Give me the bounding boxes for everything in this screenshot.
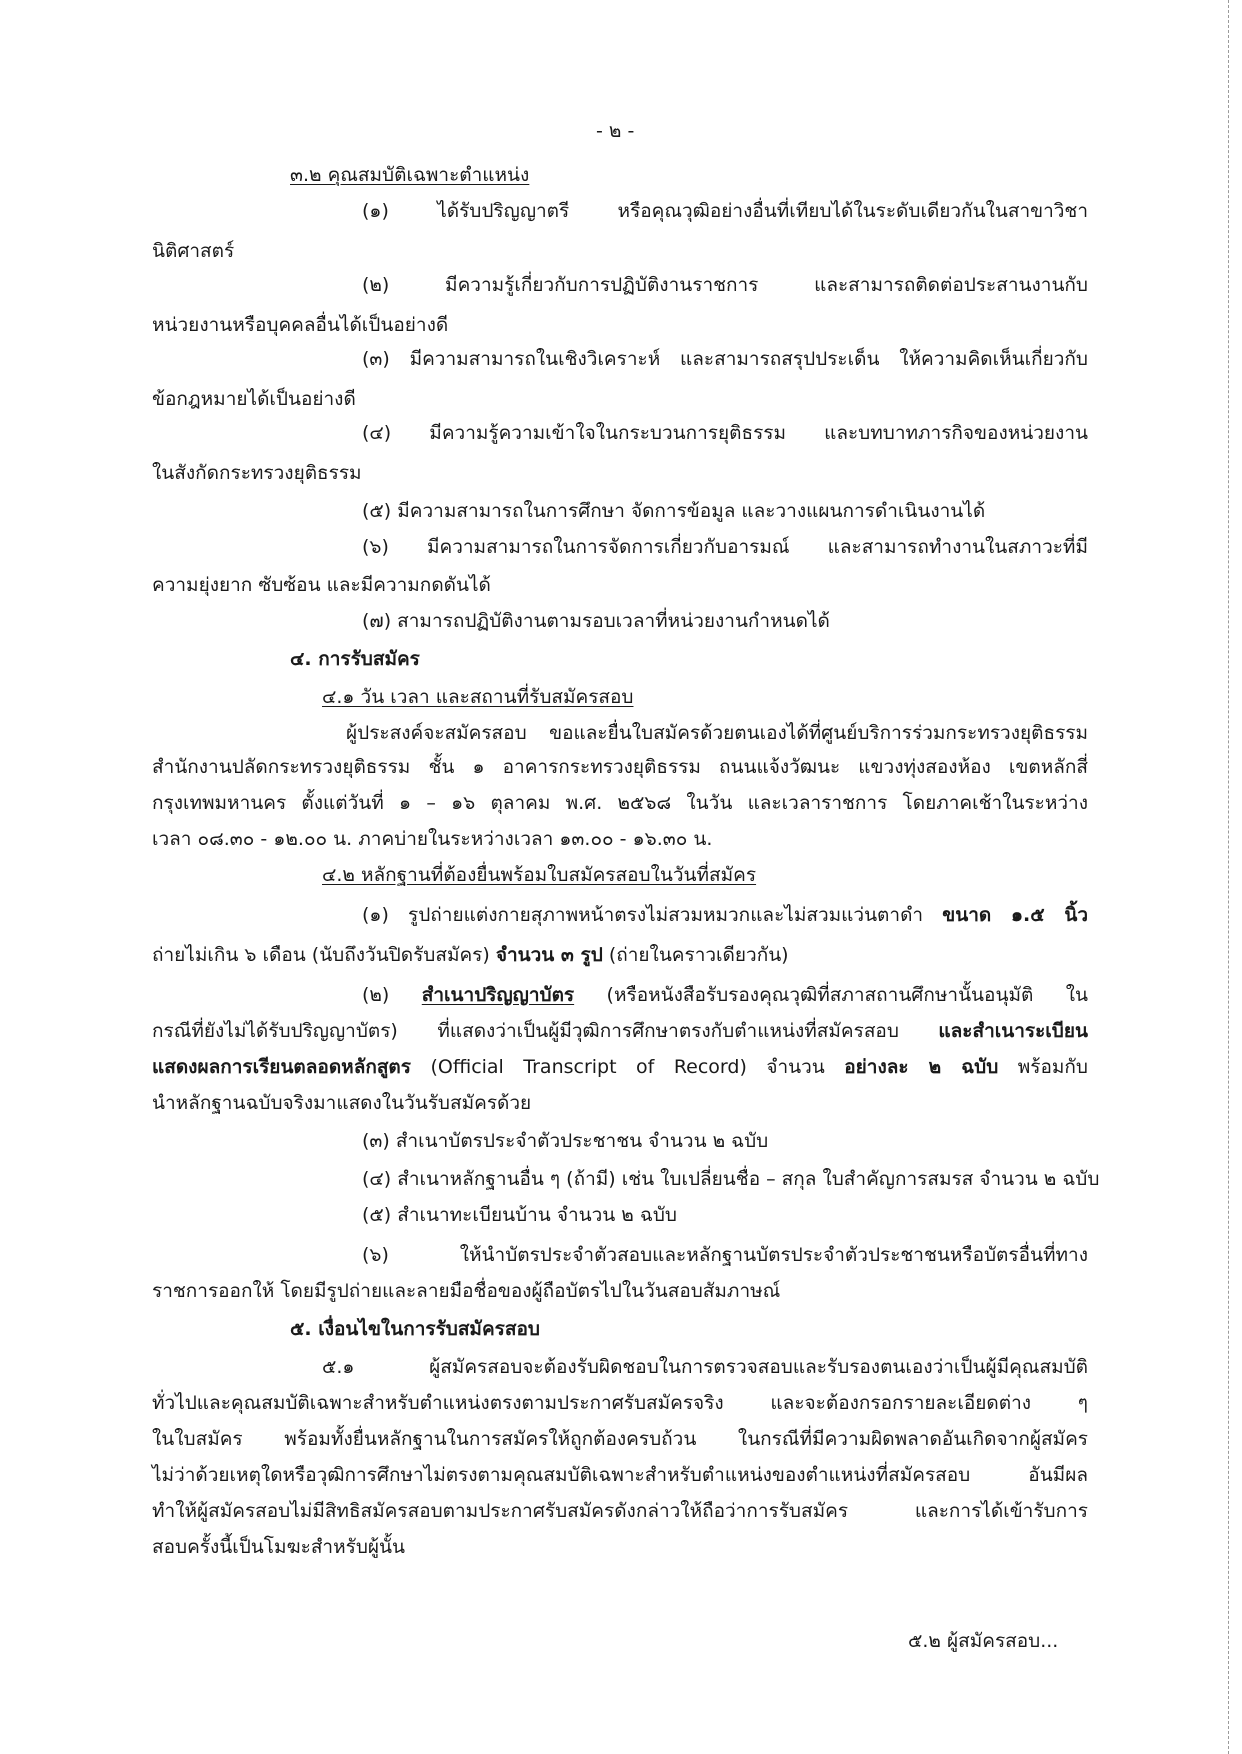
section-5-1-line-4: ไม่ว่าด้วยเหตุใดหรือวุฒิการศึกษาไม่ตรงตามคุณสมบัติเฉพาะสำหรับตำแหน่งของตำแหน่งที่สมัครสอบ อันมีผล [152, 1464, 1088, 1486]
page-number: - ๒ - [596, 120, 635, 142]
section-4-1-heading: ๔.๑ วัน เวลา และสถานที่รับสมัครสอบ [322, 686, 634, 708]
document-1-cont: ถ่ายไม่เกิน ๖ เดือน (นับถึงวันปิดรับสมัคร) จำนวน ๓ รูป (ถ่ายในคราวเดียวกัน) [152, 944, 789, 966]
qualification-3: (๓) มีความสามารถในเชิงวิเคราะห์ และสามารถสรุปประเด็น ให้ความคิดเห็นเกี่ยวกับ [362, 348, 1088, 370]
section-4-2-heading: ๔.๒ หลักฐานที่ต้องยื่นพร้อมใบสมัครสอบในวันที่สมัคร [322, 864, 757, 886]
document-5: (๕) สำเนาทะเบียนบ้าน จำนวน ๒ ฉบับ [362, 1204, 677, 1226]
qualification-6: (๖) มีความสามารถในการจัดการเกี่ยวกับอารมณ์ และสามารถทำงานในสภาวะที่มี [362, 536, 1088, 558]
section-3-2-heading: ๓.๒ คุณสมบัติเฉพาะตำแหน่ง [290, 164, 530, 186]
qualification-2-cont: หน่วยงานหรือบุคคลอื่นได้เป็นอย่างดี [152, 314, 449, 336]
section-5-1-line-5: ทำให้ผู้สมัครสอบไม่มีสิทธิสมัครสอบตามประกาศรับสมัครดังกล่าวให้ถือว่าการรับสมัคร และการได้เข้ารับการ [152, 1500, 1088, 1522]
document-2-line-3: แสดงผลการเรียนตลอดหลักสูตร (Official Transcript of Record) จำนวน อย่างละ ๒ ฉบับ พร้อมกับ [152, 1056, 1088, 1078]
document-6-cont: ราชการออกให้ โดยมีรูปถ่ายและลายมือชื่อของผู้ถือบัตรไปในวันสอบสัมภาษณ์ [152, 1280, 781, 1302]
section-4-1-line-3: กรุงเทพมหานคร ตั้งแต่วันที่ ๑ – ๑๖ ตุลาคม พ.ศ. ๒๕๖๘ ในวัน และเวลาราชการ โดยภาคเช้าในระหว่าง [152, 792, 1088, 814]
qualification-1: (๑) ได้รับปริญญาตรี หรือคุณวุฒิอย่างอื่นที่เทียบได้ในระดับเดียวกันในสาขาวิชา [362, 200, 1088, 222]
document-2-line-4: นำหลักฐานฉบับจริงมาแสดงในวันรับสมัครด้วย [152, 1092, 532, 1114]
qualification-7: (๗) สามารถปฏิบัติงานตามรอบเวลาที่หน่วยงานกำหนดได้ [362, 610, 830, 632]
section-4-1-line-1: ผู้ประสงค์จะสมัครสอบ ขอและยื่นใบสมัครด้วยตนเองได้ที่ศูนย์บริการร่วมกระทรวงยุติธรรม [346, 722, 1088, 744]
scan-edge-line [1228, 0, 1230, 1754]
continuation-footer: ๕.๒ ผู้สมัครสอบ... [908, 1630, 1059, 1652]
section-5-1-line-1: ๕.๑ ผู้สมัครสอบจะต้องรับผิดชอบในการตรวจสอบและรับรองตนเองว่าเป็นผู้มีคุณสมบัติ [322, 1356, 1088, 1378]
qualification-5: (๕) มีความสามารถในการศึกษา จัดการข้อมูล และวางแผนการดำเนินงานได้ [362, 500, 986, 522]
document-4: (๔) สำเนาหลักฐานอื่น ๆ (ถ้ามี) เช่น ใบเปลี่ยนชื่อ – สกุล ใบสำคัญการสมรส จำนวน ๒ ฉบับ [362, 1168, 1100, 1190]
section-5-1-line-3: ในใบสมัคร พร้อมทั้งยื่นหลักฐานในการสมัครให้ถูกต้องครบถ้วน ในกรณีที่มีความผิดพลาดอันเกิดจากผู้สมัคร [152, 1428, 1088, 1450]
section-5-1-line-2: ทั่วไปและคุณสมบัติเฉพาะสำหรับตำแหน่งตรงตามประกาศรับสมัครจริง และจะต้องกรอกรายละเอียดต่าง ๆ [152, 1392, 1088, 1414]
qualification-1-cont: นิติศาสตร์ [152, 240, 235, 262]
section-4-heading: ๔. การรับสมัคร [290, 648, 420, 670]
qualification-4: (๔) มีความรู้ความเข้าใจในกระบวนการยุติธรรม และบทบาทภารกิจของหน่วยงาน [362, 422, 1088, 444]
document-2-line-2: กรณีที่ยังไม่ได้รับปริญญาบัตร) ที่แสดงว่าเป็นผู้มีวุฒิการศึกษาตรงกับตำแหน่งที่สมัครสอบ และสำเนาระเบียน [152, 1020, 1088, 1042]
section-5-1-line-6: สอบครั้งนี้เป็นโมฆะสำหรับผู้นั้น [152, 1536, 405, 1558]
qualification-6-cont: ความยุ่งยาก ซับซ้อน และมีความกดดันได้ [152, 574, 491, 596]
document-3: (๓) สำเนาบัตรประจำตัวประชาชน จำนวน ๒ ฉบับ [362, 1130, 769, 1152]
qualification-4-cont: ในสังกัดกระทรวงยุติธรรม [152, 462, 362, 484]
document-2: (๒) สำเนาปริญญาบัตร (หรือหนังสือรับรองคุณวุฒิที่สภาสถานศึกษานั้นอนุมัติ ใน [362, 984, 1088, 1006]
section-4-1-line-2: สำนักงานปลัดกระทรวงยุติธรรม ชั้น ๑ อาคารกระทรวงยุติธรรม ถนนแจ้งวัฒนะ แขวงทุ่งสองห้อง เขตหลักสี่ [152, 756, 1088, 778]
qualification-2: (๒) มีความรู้เกี่ยวกับการปฏิบัติงานราชการ และสามารถติดต่อประสานงานกับ [362, 274, 1088, 296]
document-1: (๑) รูปถ่ายแต่งกายสุภาพหน้าตรงไม่สวมหมวกและไม่สวมแว่นตาดำ ขนาด ๑.๕ นิ้ว [362, 904, 1088, 926]
section-5-heading: ๕. เงื่อนไขในการรับสมัครสอบ [290, 1318, 540, 1340]
section-4-1-line-4: เวลา ๐๘.๓๐ - ๑๒.๐๐ น. ภาคบ่ายในระหว่างเวลา ๑๓.๐๐ - ๑๖.๓๐ น. [152, 828, 713, 850]
document-6: (๖) ให้นำบัตรประจำตัวสอบและหลักฐานบัตรประจำตัวประชาชนหรือบัตรอื่นที่ทาง [362, 1244, 1088, 1266]
qualification-3-cont: ข้อกฎหมายได้เป็นอย่างดี [152, 388, 356, 410]
